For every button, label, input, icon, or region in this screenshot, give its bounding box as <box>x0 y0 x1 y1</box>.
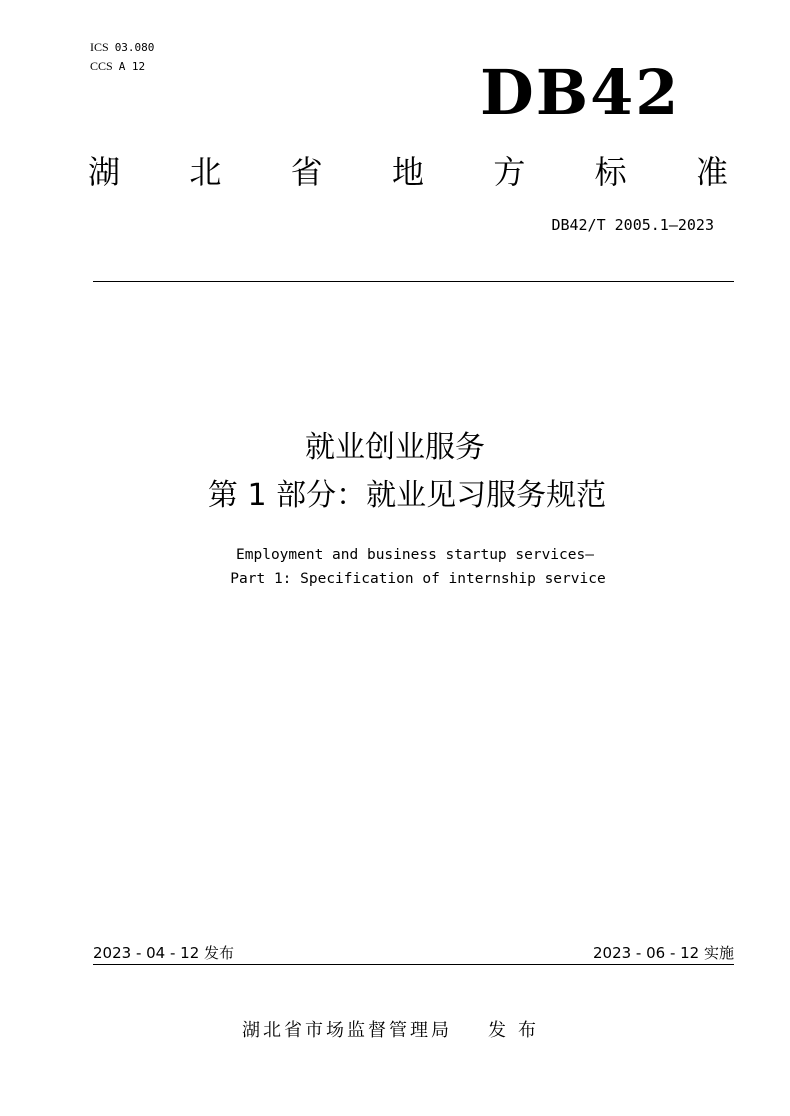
standard-type-char: 标 <box>594 153 627 191</box>
standard-type-title <box>88 150 728 194</box>
publisher-action: 发布 <box>488 1020 548 1041</box>
standard-type-char: 准 <box>695 153 728 191</box>
ccs-code <box>90 57 154 76</box>
ccs-value: A 12 <box>118 60 146 73</box>
classification-codes <box>90 38 154 76</box>
document-title: 就业创业服务 <box>305 430 485 465</box>
ccs-label: CCS <box>90 59 113 73</box>
standard-logo: DB42 <box>480 56 681 129</box>
publisher <box>0 1016 790 1042</box>
standard-type-char: 方 <box>493 153 526 191</box>
english-title-line2: Part 1: Specification of internship service <box>230 571 606 587</box>
document-subtitle: 第 1 部分：就业见习服务规范 <box>207 478 607 513</box>
bottom-divider <box>93 964 734 965</box>
top-divider <box>93 281 734 282</box>
ics-label: ICS <box>90 40 109 54</box>
standard-type-char: 湖 <box>88 153 121 191</box>
ics-code <box>90 38 154 57</box>
standard-number: DB42/T 2005.1—2023 <box>551 216 714 234</box>
implement-date: 2023 - 06 - 12 实施 <box>592 944 734 962</box>
standard-type-char: 北 <box>189 153 222 191</box>
english-title-line1: Employment and business startup services— <box>236 547 594 563</box>
standard-type-char: 省 <box>290 153 323 191</box>
publisher-org: 湖北省市场监督管理局 <box>242 1020 452 1041</box>
ics-value: 03.080 <box>114 41 155 54</box>
standard-type-char: 地 <box>391 153 424 191</box>
publish-date: 2023 - 04 - 12 发布 <box>93 944 235 962</box>
